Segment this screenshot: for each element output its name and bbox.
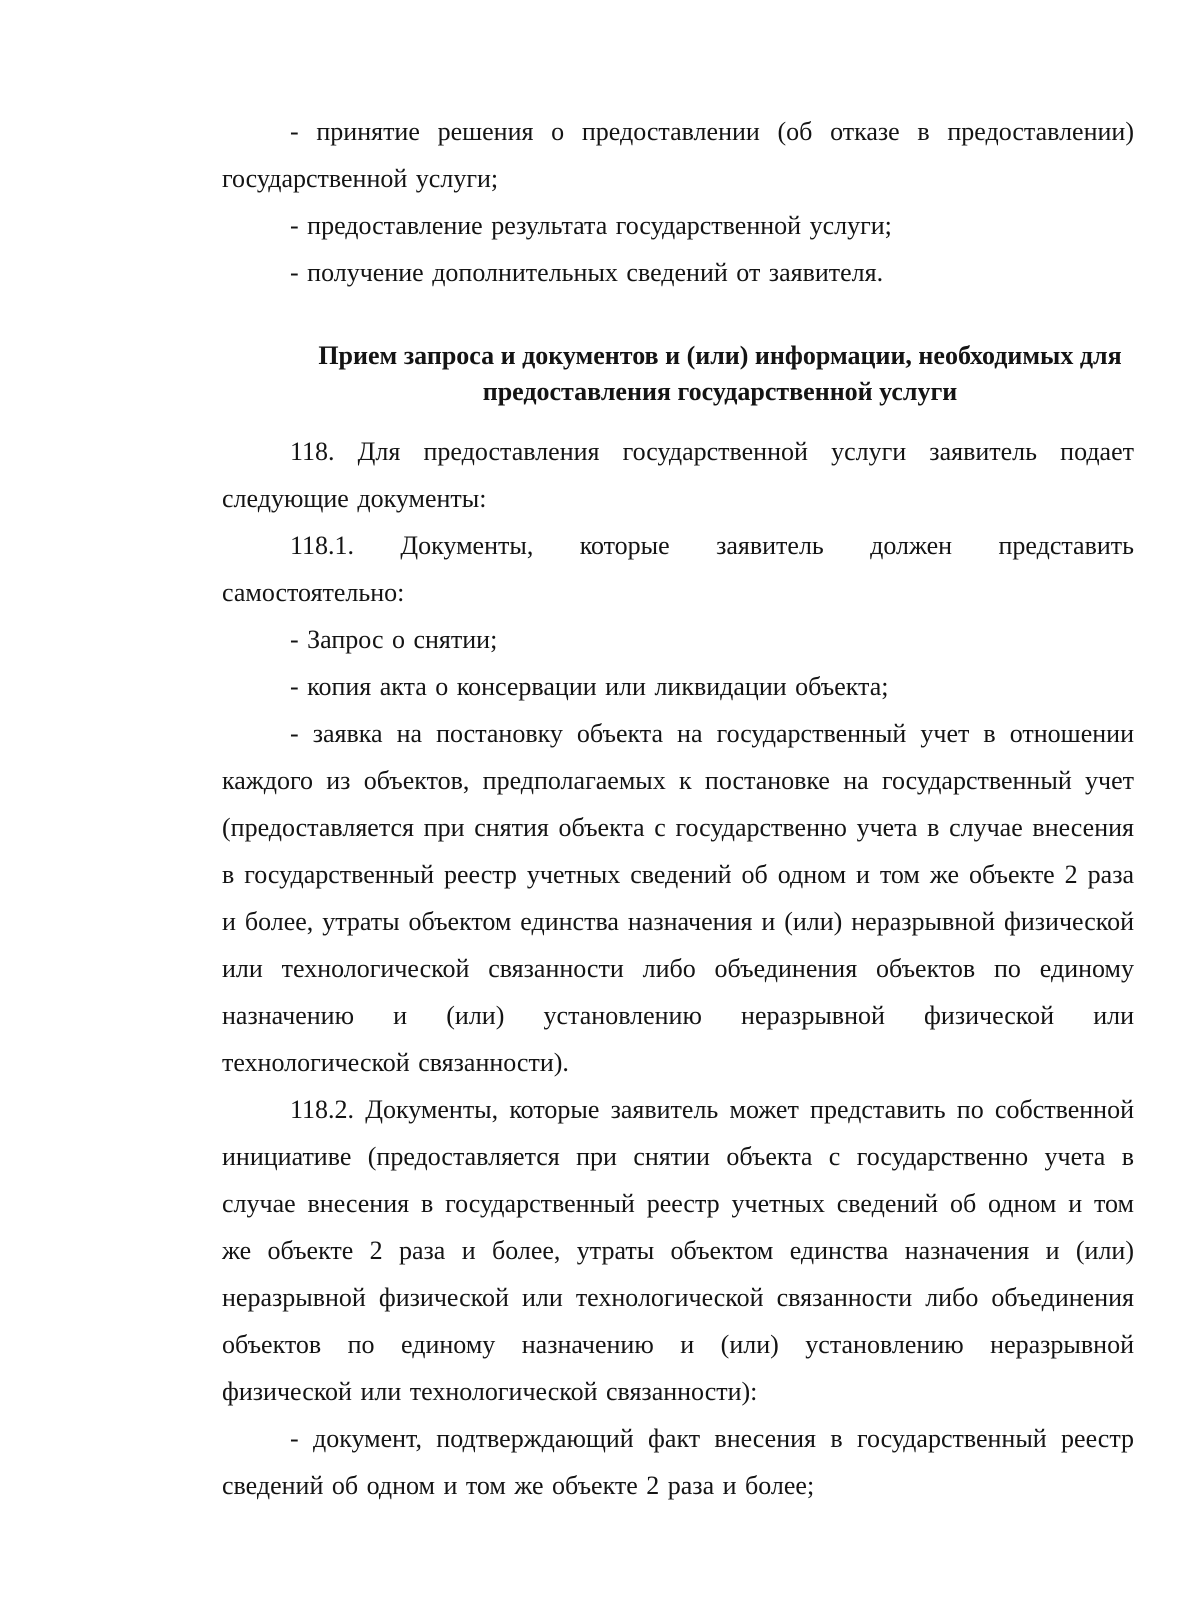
section-heading: Прием запроса и документов и (или) информации, необходимых для предоставления государственной услуги: [318, 341, 1122, 406]
paragraph-118-2: 118.2. Документы, которые заявитель может представить по собственной инициативе (предоставляется при снятии объекта с государственно учета в случае внесения в государственный реестр учетных сведений об одном и том же объекте 2 раза и более, утраты объектом единства назначения и (или) неразрывной физической или технологической связанности либо объединения объектов по единому назначению и (или) установлению неразрывной физической или технологической связанности):: [222, 1095, 1134, 1406]
list-item: - документ, подтверждающий факт внесения в государственный реестр сведений об одном и том же объекте 2 раза и более;: [222, 1424, 1134, 1500]
list-item: - получение дополнительных сведений от заявителя.: [290, 258, 884, 287]
paragraph-118: 118. Для предоставления государственной услуги заявитель подает следующие документы:: [222, 437, 1134, 513]
list-item: - предоставление результата государственной услуги;: [290, 211, 892, 240]
list-item: - заявка на постановку объекта на государственный учет в отношении каждого из объектов, предполагаемых к постановке на государственный учет (предоставляется при снятия объекта с государственно учета в случае внесения в государственный реестр учетных сведений об одном и том же объекте 2 раза и более, утраты объектом единства назначения и (или) неразрывной физической или технологической связанности либо объединения объектов по единому назначению и (или) установлению неразрывной физической или технологической связанности).: [222, 719, 1134, 1077]
intro-list: [222, 108, 1134, 296]
list-item: - копия акта о консервации или ликвидации объекта;: [290, 672, 889, 701]
paragraph-118-1: 118.1. Документы, которые заявитель должен представить самостоятельно:: [222, 531, 1134, 607]
list-item: - принятие решения о предоставлении (об отказе в предоставлении) государственной услуги;: [222, 117, 1134, 193]
body-text: [222, 428, 1134, 1509]
list-item: - Запрос о снятии;: [290, 625, 498, 654]
